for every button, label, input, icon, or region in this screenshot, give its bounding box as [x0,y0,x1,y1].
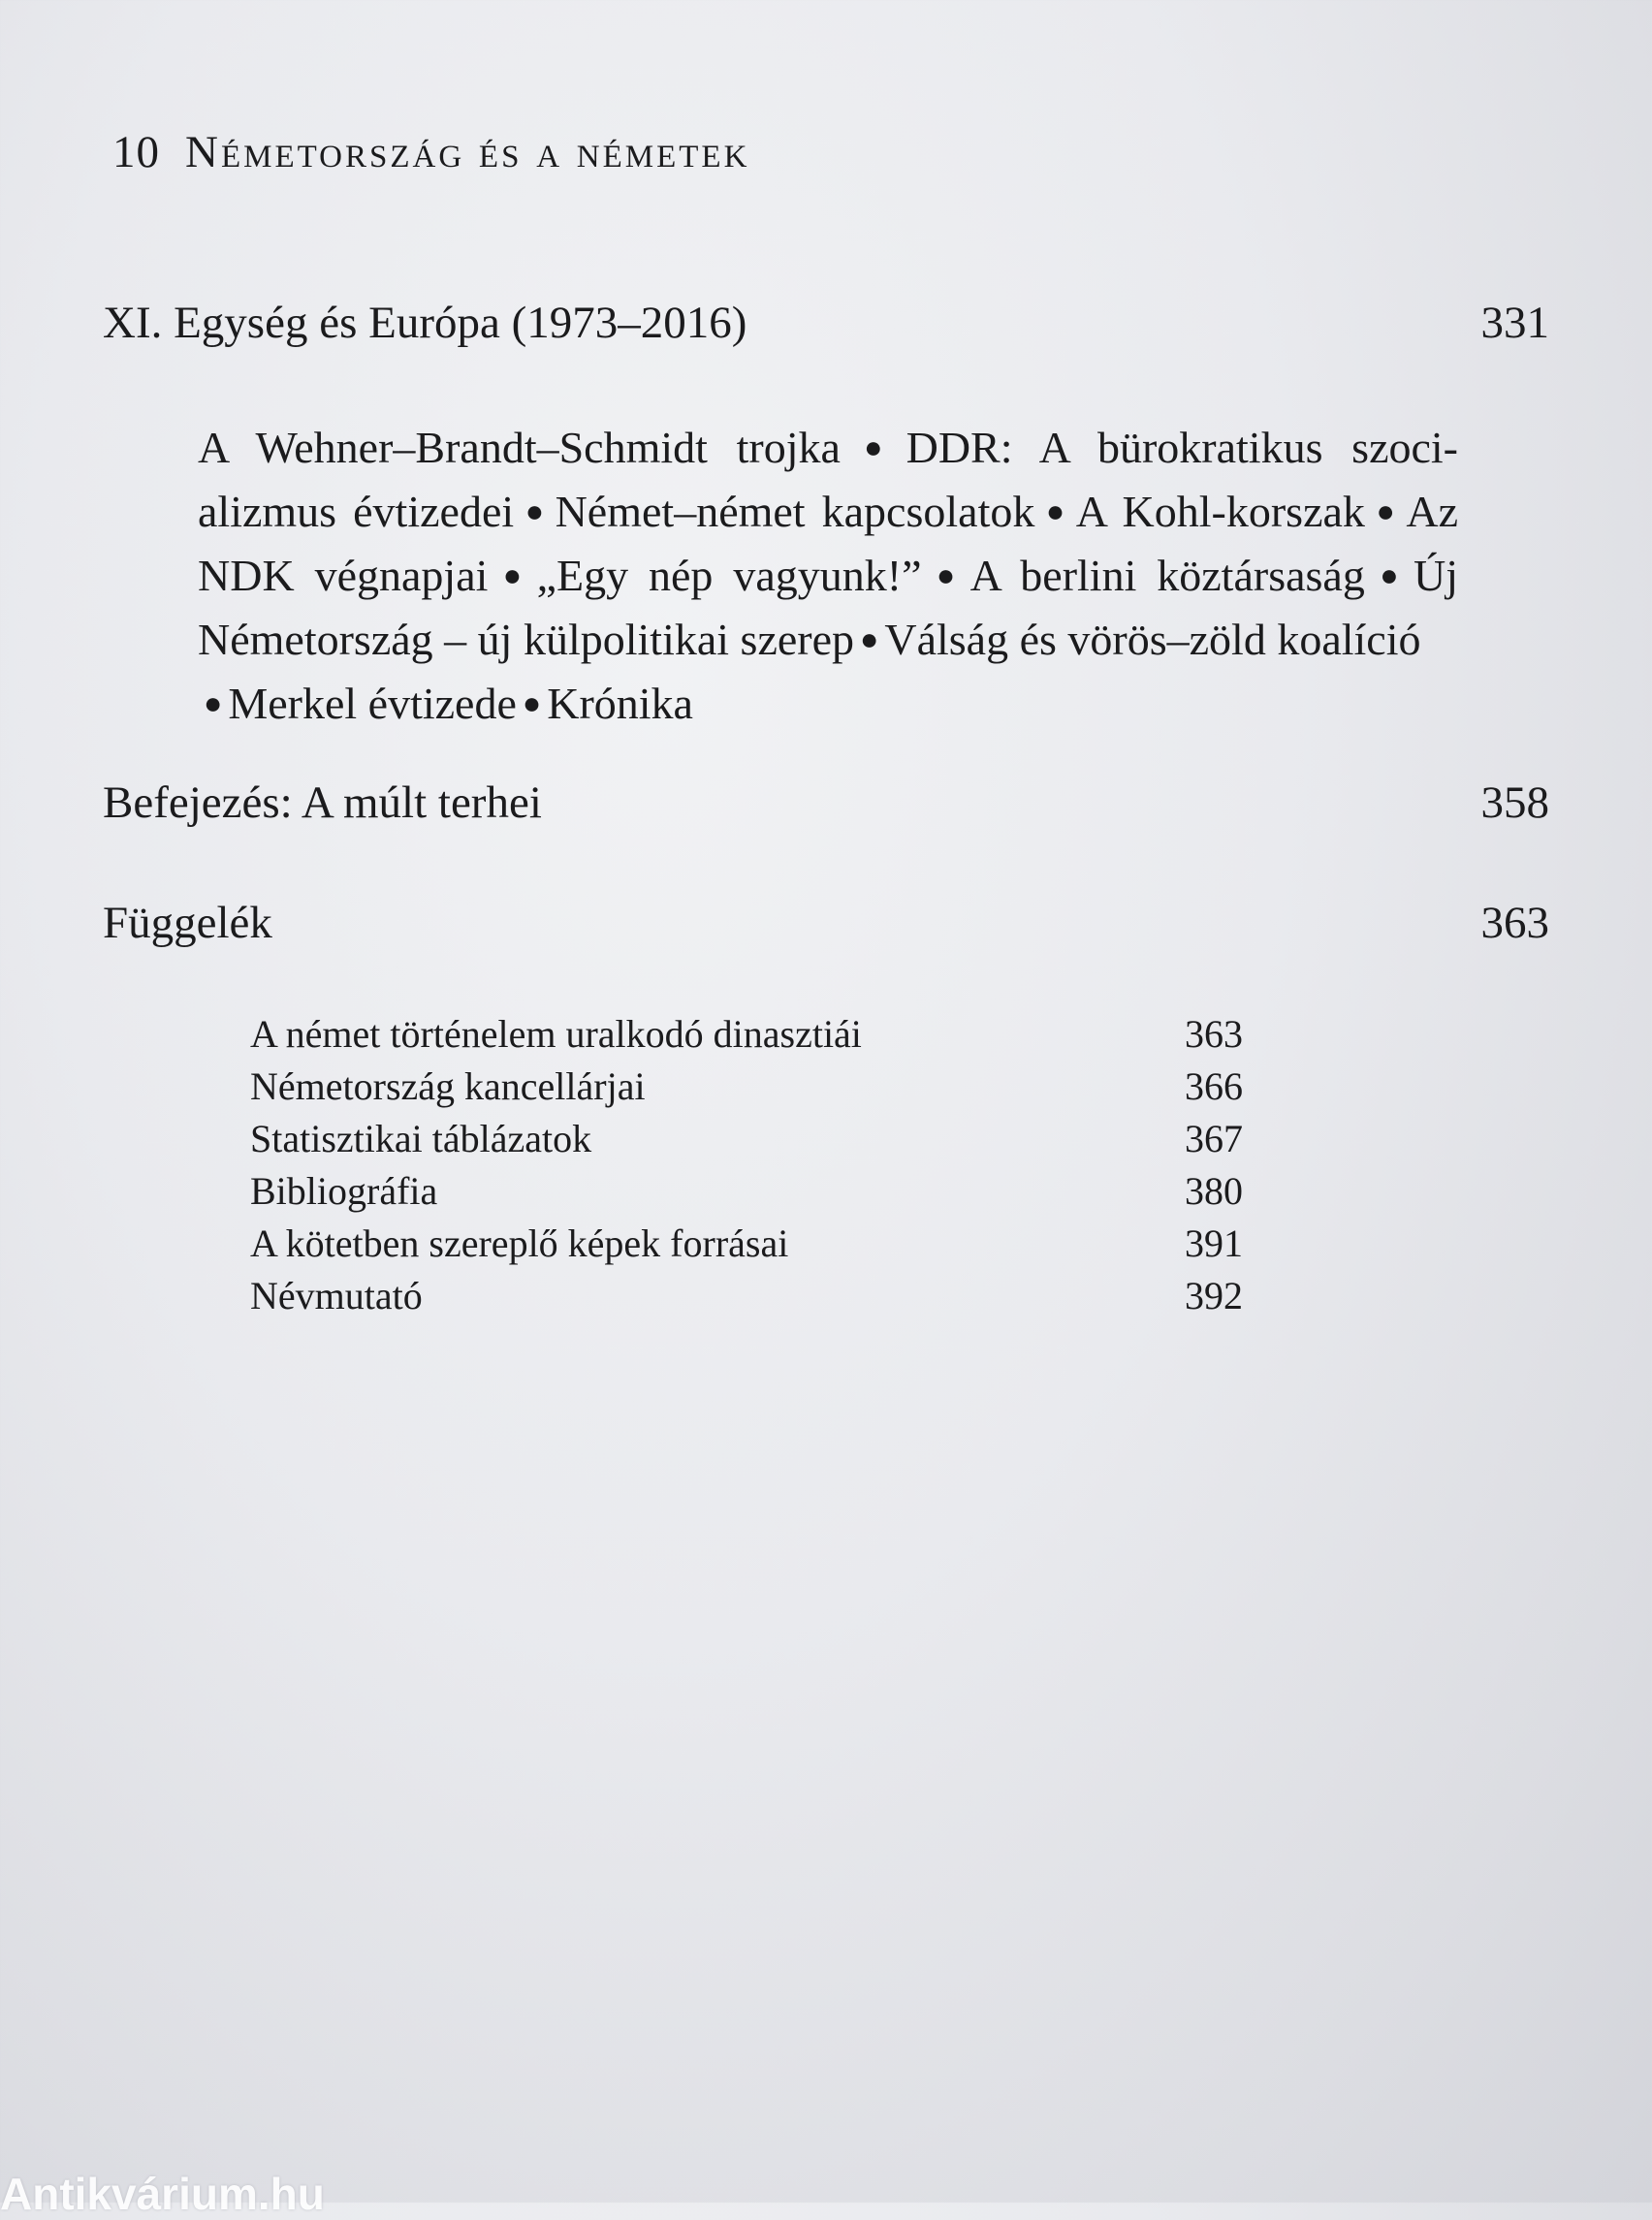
bullet-icon: ● [522,685,542,720]
appendix-item-label: A német történelem uralkodó dinasztiái [250,1012,862,1056]
topic: A Kohl-korszak [1075,487,1365,536]
appendix-item[interactable] [250,1063,1243,1109]
topic: DDR: A bürokratikus szoci-alizmus évtizedei [198,423,1458,536]
watermark: Antikvárium.hu [0,2169,325,2219]
bullet-icon: ● [1040,493,1070,528]
bullet-icon: ● [927,557,965,592]
appendix-item-page: 380 [1185,1169,1243,1213]
topic: Új Németország – új külpolitikai szerep [198,551,1459,664]
topic: „Egy nép vagyunk!” [536,551,922,600]
appendix-item-label: Bibliográfia [250,1169,438,1213]
appendix-item-page: 366 [1185,1064,1243,1108]
toc-entry-appendix[interactable] [103,897,1549,949]
topic: Merkel évtizede [228,679,517,728]
toc-entry-conclusion[interactable] [103,777,1549,829]
topic: Az NDK végnapjai [198,487,1458,600]
appendix-item[interactable] [250,1168,1243,1214]
topic: A berlini köztársaság [969,551,1365,600]
conclusion-title: Befejezés: A múlt terhei [103,777,542,828]
appendix-item-page: 367 [1185,1117,1243,1160]
bullet-icon: ● [1370,493,1401,528]
appendix-item-label: Statisztikai táblázatok [250,1117,592,1160]
bullet-icon: ● [845,429,901,464]
appendix-item-label: Névmutató [250,1274,423,1317]
bullet-icon: ● [493,557,531,592]
appendix-item[interactable] [250,1273,1243,1318]
bullet-icon: ● [204,685,223,720]
page-number: 10 [112,127,160,177]
book-title: Németország és a németek [185,127,750,177]
bullet-icon: ● [520,493,550,528]
appendix-item[interactable] [250,1221,1243,1266]
topic: Német–német kapcsolatok [555,487,1035,536]
chapter-title: XI. Egység és Európa (1973–2016) [103,298,747,348]
bullet-icon: ● [1370,557,1409,592]
appendix-page: 363 [1480,898,1549,948]
appendix-item-label: A kötetben szereplő képek forrásai [250,1221,789,1265]
topic: Válság és vörös–zöld koalíció [884,615,1421,664]
chapter-topics [198,418,1458,738]
appendix-item-label: Németország kancellárjai [250,1064,646,1108]
appendix-title: Függelék [103,898,272,948]
conclusion-page: 358 [1480,777,1549,828]
appendix-item[interactable] [250,1011,1243,1057]
topic: Krónika [547,679,693,728]
appendix-item[interactable] [250,1116,1243,1161]
chapter-page: 331 [1480,298,1549,348]
toc-entry-chapter-xi[interactable] [103,297,1549,349]
appendix-item-page: 392 [1185,1274,1243,1317]
appendix-item-page: 363 [1185,1012,1243,1056]
running-head [112,126,749,178]
appendix-item-page: 391 [1185,1221,1243,1265]
bullet-icon: ● [860,621,879,656]
topic: A Wehner–Brandt–Schmidt trojka [198,423,841,472]
